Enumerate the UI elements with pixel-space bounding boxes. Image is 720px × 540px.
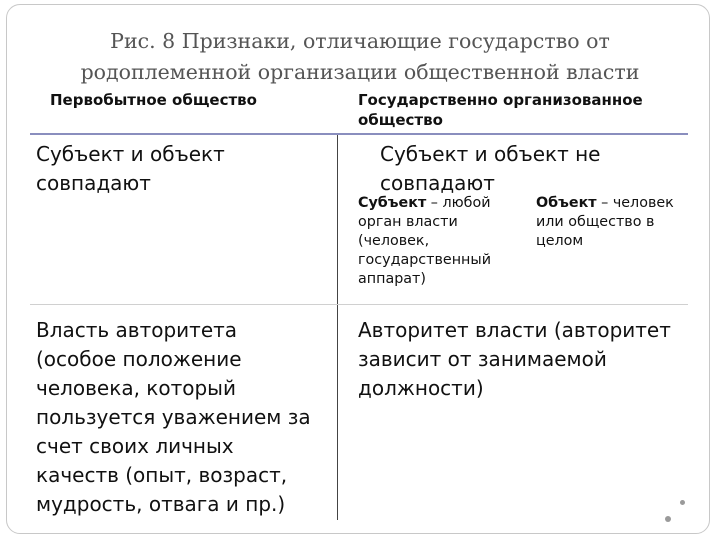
decorative-dot — [665, 516, 671, 522]
header-state-society — [358, 90, 688, 130]
decorative-dot-small — [680, 500, 685, 505]
header-primitive-society: Первобытное общество — [50, 91, 257, 109]
object-description: – человек или общество в целом — [536, 195, 674, 249]
subject-description: – любой орган власти (человек, государственный аппарат) — [358, 195, 491, 287]
row1-right-cell: Субъект и объект не совпадают — [380, 142, 601, 195]
row2-left-cell: Власть авторитета (особое положение человека, который пользуется уважением за счет своих личных качеств (опыт, возраст, мудрость, отвага и пр.) — [36, 318, 311, 516]
row1-left-cell: Субъект и объект совпадают — [36, 142, 225, 195]
header-divider — [30, 133, 688, 135]
row-divider — [30, 304, 688, 305]
row2-right-cell: Авторитет власти (авторитет зависит от занимаемой должности) — [358, 318, 671, 400]
title-line-1: Рис. 8 Признаки, отличающие государство от — [110, 29, 610, 53]
subject-term: Субъект — [358, 195, 427, 211]
header-state-line-2: общество — [358, 111, 443, 129]
object-definition — [536, 194, 674, 251]
column-divider — [337, 135, 338, 520]
subject-definition — [358, 194, 491, 289]
title-line-2: родоплеменной организации общественной власти — [80, 60, 640, 84]
header-state-line-1: Государственно организованное — [358, 91, 643, 109]
object-term: Объект — [536, 195, 597, 211]
slide-title — [40, 26, 680, 88]
